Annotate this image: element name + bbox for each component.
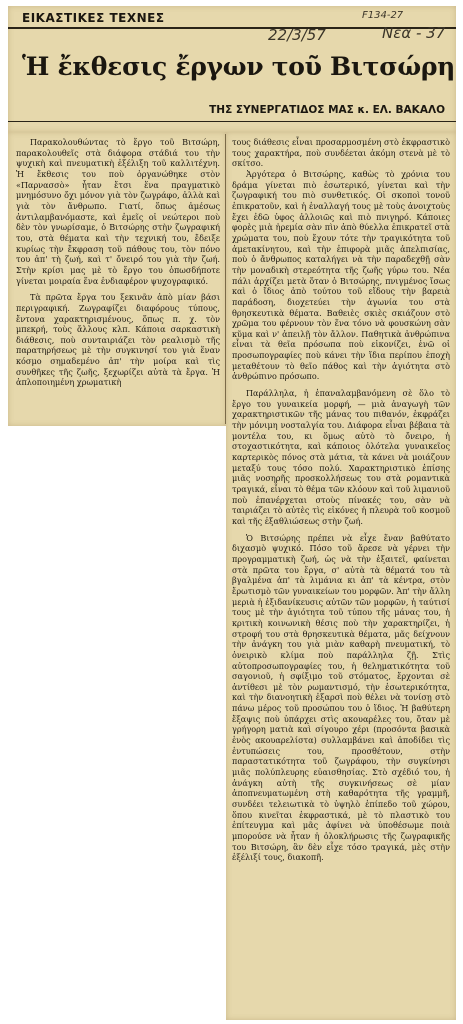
paragraph: Ἀργότερα ὁ Βιτσώρης, καθὼς τὸ χρόνια του δράμα γίνεται πιὸ ἐσωτερικό, γίνεται καὶ τὴν ζωγραφική του πιὸ συνθετικός. Οἱ σκοποὶ τονοῦ ἐπικρατοῦν, καὶ ἡ ἐναλλαγή τους μὲ τοὺς ἀνοιχτοὺς ἔχει ἐδῶ ὑφος ἀλλοιῶς καὶ πιὸ πνιγηρό. Κάποιες φορὲς μιὰ ἠρεμία σὰν πὶν ἀπὸ θύελλα ἐπικρατεῖ στὰ χρώματα του, ποὺ ἔχουν τότε τὴν τραγικότητα τοῦ ἀμετακίνητου, καὶ τὴν ἐπιφορὰ μιᾶς ἀπελπισίας, ποὺ ὁ ἄνθρωπος καταλήγει νὰ τὴν παραδεχθῇ σὰν τὴν μοναδικὴ στερεότητα τῆς ζωῆς γύρω του. Νέα πάλι ἀρχίζει μετὰ ὅταν ὁ Βιτσώρης, πνιγμένος ἴσως καὶ ὁ ἴδιος ἀπὸ τούτου τοῦ εἴδους τὴν βαρειὰ παράδοση, διοχετεύει τὴν ἀγωνία του στὰ θρησκευτικὰ θέματα. Βαθειὲς σκιὲς σκιάζουν στὸ χρῶμα του φέρνουν τὸν ἕνα τόνο νὰ φουσκώνη σὰν κῦμα καὶ ν' ἀπειλῇ τὸν ἄλλον. Παθητικὰ ἀνθρώπινα εἶναι τὰ θεῖα πρόσωπα ποὺ εἰκονίζει, ἐνῶ οἱ προσωπογραφίες ποὺ κάνει τὴν ἴδια περίπου ἐποχὴ μεταθέτουν τὸ θεῖο πάθος καὶ τὴν ἀγιότητα στὸ ἀνθρώπινο πρόσωπο. bbox=[232, 168, 450, 382]
paragraph: Παρακολουθώντας τὸ ἔργο τοῦ Βιτσώρη, παρακολουθεῖς στὰ διάφορα στάδιά του τὴν ψυχικὴ καὶ πνευματικὴ ἐξέλιξη τοῦ καλλιτέχνη. Ἡ ἔκθεσις του ποὺ ὀργανώθηκε στὸν «Παρνασσὸ» ἦταν ἔτσι ἕνα πραγματικὸ μνημόσυνο ὄχι μόνον γιὰ τὸν ζωγράφο, ἀλλὰ καὶ γιὰ τὸν ἄνθρωπο. Γιατί, ὅπως ἀμέσως ἀντιλαμβανόμαστε, καὶ ἐμεῖς οἱ νεώτεροι ποὺ δὲν τὸν γνωρίσαμε, ὁ Βιτσώρης στὴν ζωγραφική του, στὰ θέματα καὶ τὴν τεχνική του, ἔδειξε κυρίως τὴν ἔκφραση τοῦ πάθους του, τὸν πόνο του ἀπ' τὴ ζωή, καὶ τ' ὄνειρό του γιὰ τὴν ζωή. Στὴν κρίσι μας μὲ τὸ ἔργο του ὁπωσδήποτε γίνεται μοιραία ἕνα ἐνδιαφέρον ψυχογραφικό. bbox=[16, 137, 220, 286]
paragraph: Τὰ πρῶτα ἔργα του ξεκινᾶν ἀπὸ μίαν βάσι περιγραφική. Ζωγραφίζει διαφόρους τύπους, ἔντονα χαρακτηρισμένους, ὅπως π. χ. τὸν μπεκρή, τοὺς ἄλλους κλπ. Κάποια σαρκαστικὴ διάθεσις, ποὺ συνταιριάζει τὸν ρεαλισμὸ τῆς παρατηρήσεως μὲ τὴν συγκινησί του γιὰ ἕναν κόσμο σημαδεμένο ἀπ' τὴν μοίρα καὶ τὶς συνθῆκες τῆς ζωῆς, ξεχωρίζει αὐτὰ τὰ ἔργα. Ἡ ἀπλοποιημένη χρωματικὴ bbox=[16, 292, 220, 388]
paragraph: Παράλληλα, ἡ ἐπαναλαμβανόμενη σὲ ὅλο τὸ ἔργο του γυναικεία μορφή, — μιὰ ἀναγωγὴ τῶν χαρακτηριστικῶν τῆς μάνας του πιθανόν, ἐκφράζει τὴν μόνιμη νοσταλγία του. Διάφορα εἶναι βέβαια τὰ μοντέλα του, κι ὅμως αὐτὸ τὸ ὄνειρο, ἡ στοχαστικότητα, καὶ κάποιος ὀλότελα γυναικεῖος καρτερικὸς πόνος στὰ μάτια, τὰ κάνει νὰ μοιάζουν μεταξύ τους τόσο πολύ. Χαρακτηριστικὸ ἐπίσης μιᾶς νοσηρῆς προσκολλήσεως του στὰ ρομαντικὰ τραγικά, εἶναι τὸ θέμα τῶν κλόουν καὶ τοῦ λιμανιοῦ ποὺ ἐπανέρχεται στοὺς πίνακές του, σὰν νὰ ταιριάζει τὸ αὐτὲς τὶς εἰκόνες ἡ πλευρὰ τοῦ κοσμοῦ καὶ τῆς ἐξαθλιώσεως στὴν ζωή. bbox=[232, 388, 450, 526]
article-headline: Ἡ ἔκθεσις ἔργων τοῦ Βιτσώρη bbox=[22, 52, 456, 81]
paragraph: Ὁ Βιτσώρης πρέπει νὰ εἶχε ἕναν βαθύτατο διχασμὸ ψυχικό. Πόσο τοῦ ἄρεσε νὰ γέρνει τὴν προγραμματικὴ ζωή, ὡς νὰ τὴν ἐξαιτεῖ, φαίνεται στὰ πρῶτα του ἔργα, σ' αὐτὰ τὰ θέματά του τὰ βγαλμένα ἀπ' τὰ λιμάνια κι ἀπ' τὰ κέντρα, στὸν ἔρωτισμὸ τῶν γυναικείων του μορφῶν. Ἀπ' τὴν ἄλλη μεριὰ ἡ ἐξιδανίκευσις αὐτῶν τῶν μορφῶν, ἡ ταύτισί τους μὲ τὴν ἀγιότητα τοῦ τύπου τῆς μάνας του, ἡ κριτικὴ κοινωνικὴ θέσις ποὺ τὴν χαρακτηρίζει, ἡ στροφή του στὰ θρησκευτικὰ θέματα, μᾶς δείχνουν τὴν ἀνάγκη του γιὰ μιὰν καθαρὴ πνευματική, τὸ ὀνειρικὸ κλίμα ποὺ παράλληλα ζῇ. Στὶς αὐτοπροσωπογραφίες του, ἡ θεληματικότητα τοῦ σαγονιοῦ, ἡ σφίξιμο τοῦ στόματος, ἔρχονται σὲ ἀντίθεσι μὲ τὸν ρωμαντισμό, τὴν ἐσωτερικότητα, καὶ τὴν διανοητικὴ ἐξαρσὶ ποὺ θέλει νὰ τονίσῃ στὸ πάνω μέρος τοῦ προσώπου του ὁ ἴδιος. Ἡ βαθύτερη ἔξαψις ποὺ ὑπάρχει στὶς ακουαρέλες του, ὅταν μὲ γρήγορη ματιὰ καὶ σίγουρο χέρι (προσόντα βασικὰ ἑνὸς ακουαρελίστα) συλλαμβάνει καὶ ἀποδίδει τὶς ἐντυπώσεις του, προσθέτουν, στὴν παραστατικότητα τοῦ ζωγράφου, τὴν συγκίνησι μιᾶς πολύπλευρης εὐαισθησίας. Στὸ σχέδιό του, ἡ ἀνάγκη αὐτὴ τῆς συγκινήσεως σὲ μίαν ἀποπνευματωμένη στὴ καθαρότητα τῆς γραμμῆ, συνδέει τελειωτικὰ τὸ ὑψηλὸ ἐπίπεδο τοῦ χώρου, ὅπου κινεῖται ἐκφραστικά, μὲ τὸ πλαστικὸ του ἐπίτευγμα καὶ μᾶς ἀφίνει νὰ ὑποθέσωμε ποιὰ μπορούσε νὰ ἦταν ἡ ὁλοκλήρωσις τῆς ζωγραφικῆς του Βιτσώρη, ἂν δὲν εἶχε τόσο τραγικά, μὲς στὴν ἐξέλιξί τους, διακοπῆ. bbox=[232, 532, 450, 863]
column-separator bbox=[225, 134, 226, 424]
byline-rule bbox=[8, 121, 456, 122]
article-left-column bbox=[16, 137, 220, 388]
article-right-column bbox=[232, 137, 450, 863]
section-label: ΕΙΚΑΣΤΙΚΕΣ ΤΕΧΝΕΣ bbox=[22, 11, 165, 25]
handwritten-reference: F134-27 bbox=[362, 10, 404, 21]
paragraph: τους διάθεσις εἶναι προσαρμοσμένη στὸ ἐκφραστικὸ τους χαρακτήρα, ποὺ συνδέεται ἀκόμη στενὰ μὲ τὸ σκίτσο. bbox=[232, 137, 450, 169]
handwritten-page: Νεα - 37 bbox=[382, 24, 446, 42]
article-byline: ΤΗΣ ΣΥΝΕΡΓΑΤΙΔΟΣ ΜΑΣ κ. ΕΛ. ΒΑΚΑΛΟ bbox=[209, 104, 445, 116]
handwritten-date: 22/3/57 bbox=[268, 26, 326, 44]
